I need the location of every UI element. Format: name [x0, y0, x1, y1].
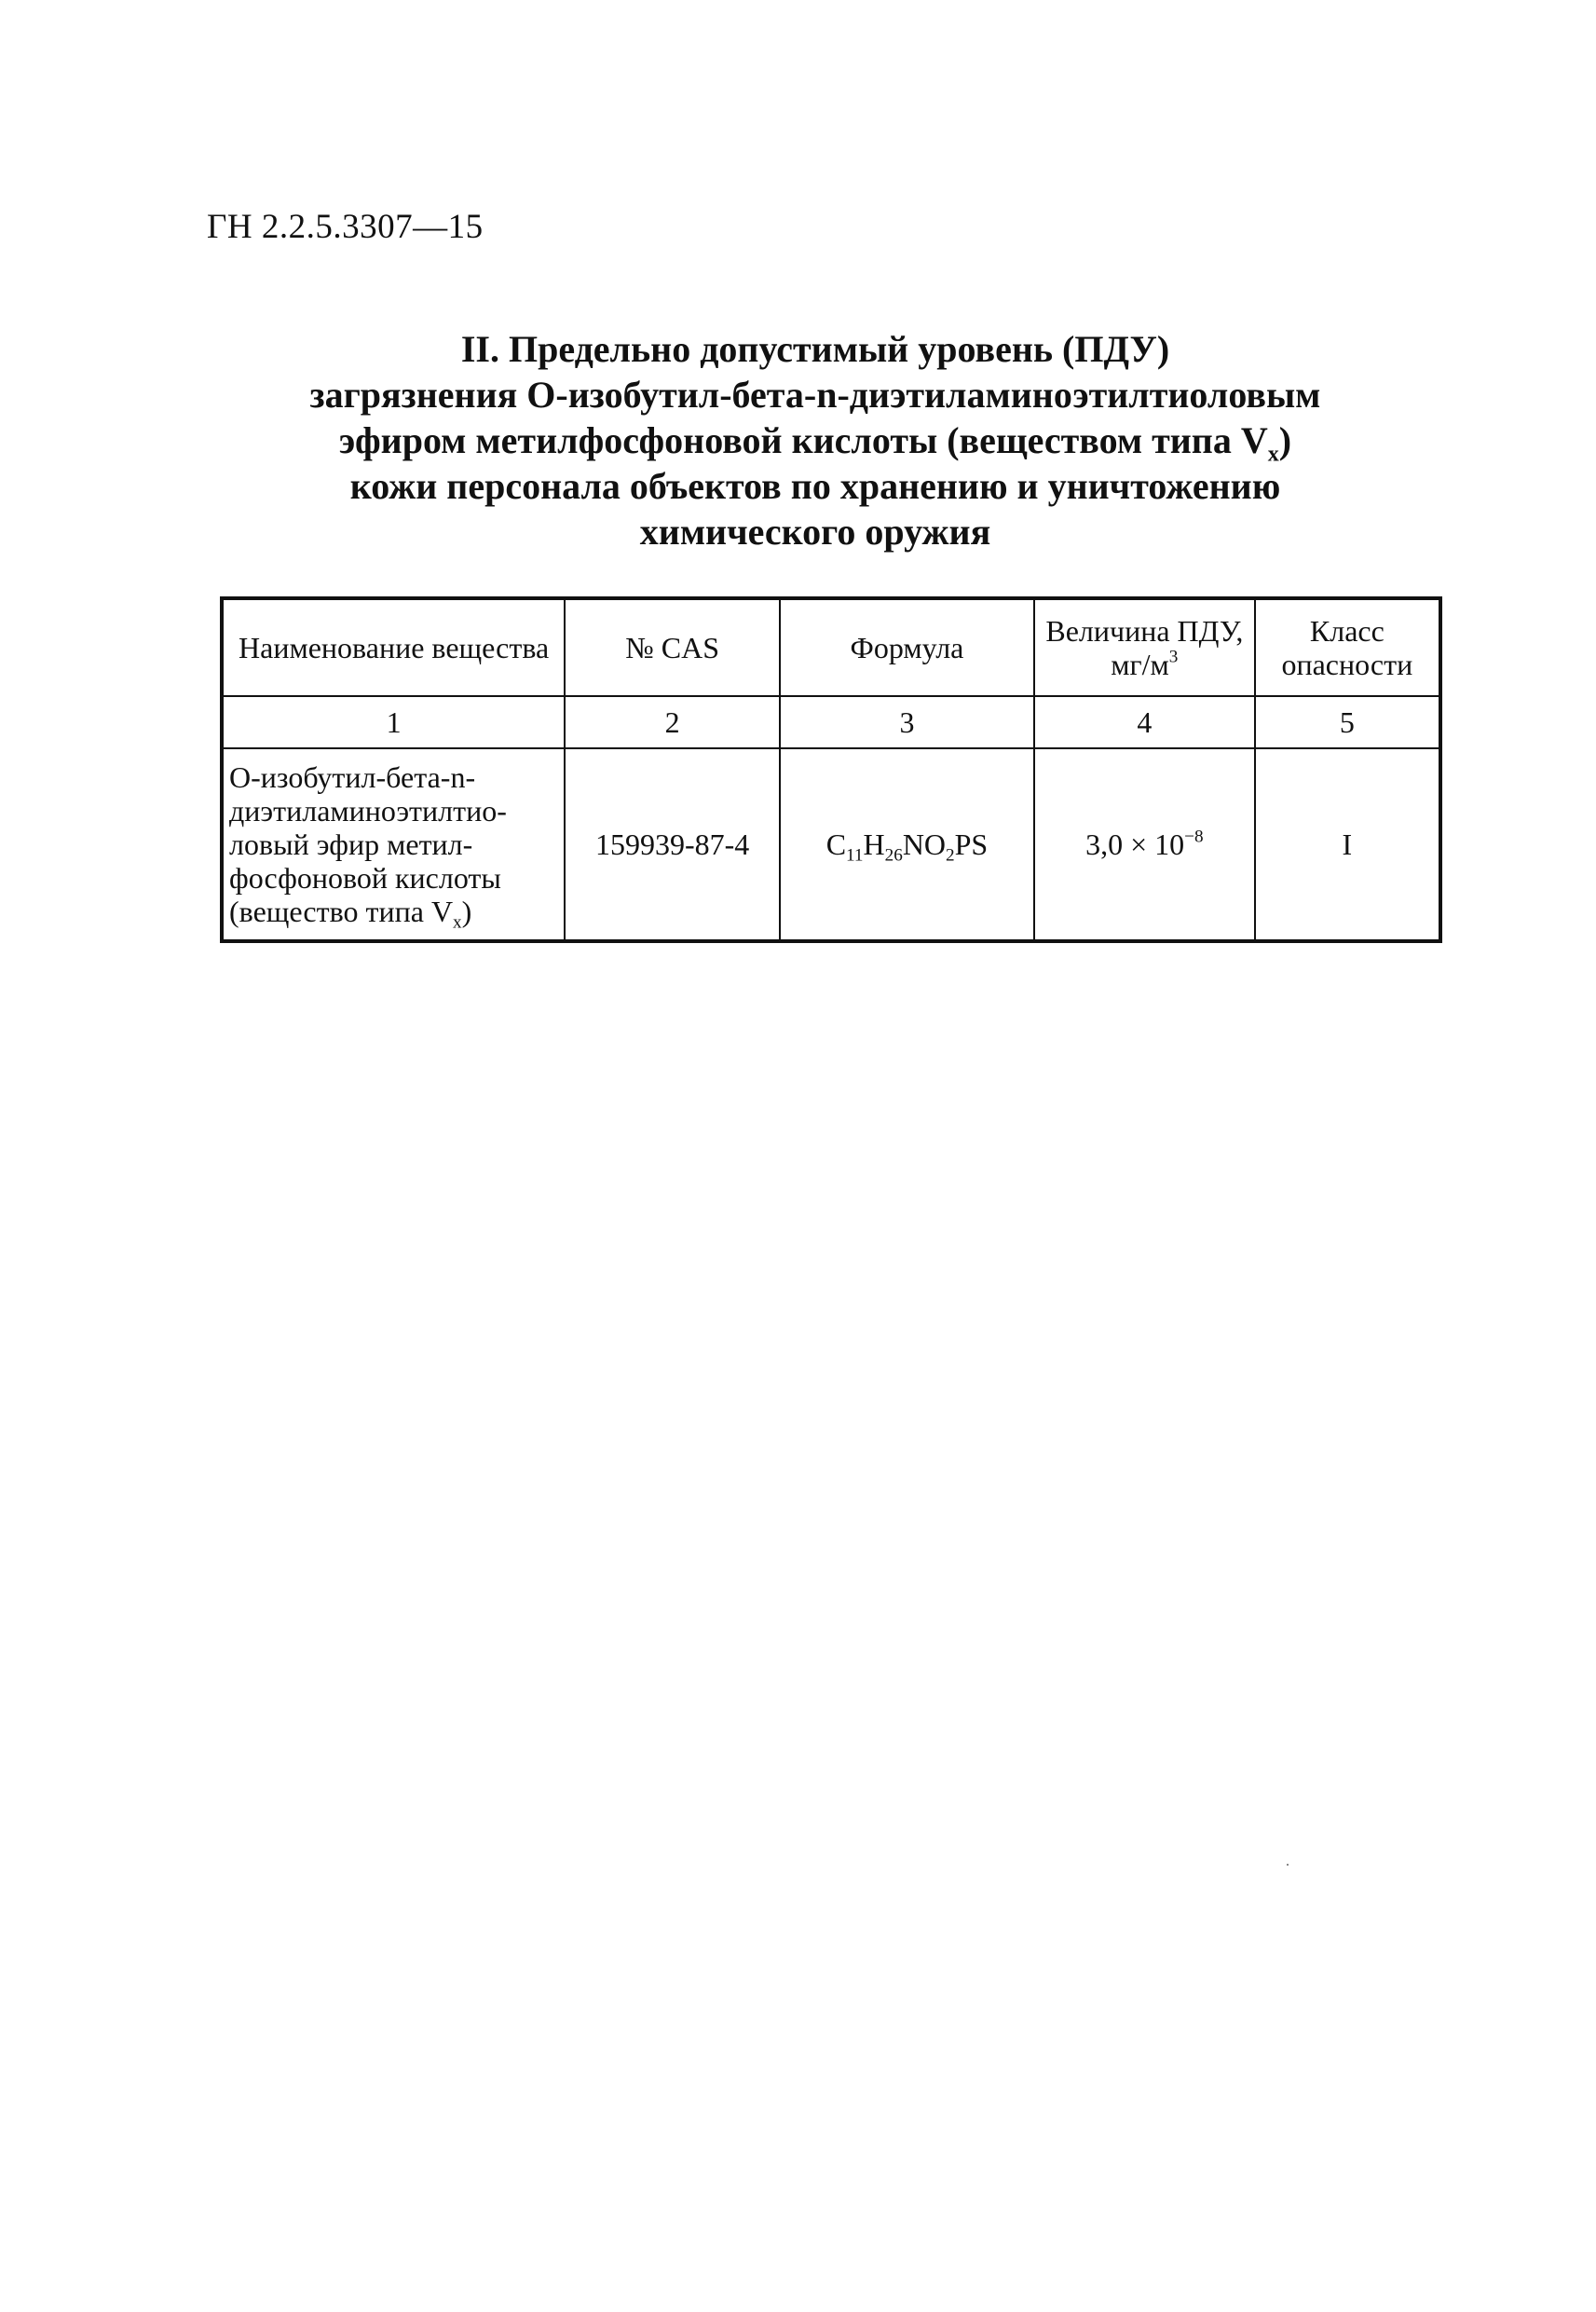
table-header-row — [222, 598, 1440, 696]
table-row — [222, 748, 1440, 941]
pdu-table — [220, 596, 1442, 943]
column-number-row — [222, 696, 1440, 748]
title-line-1: II. Предельно допустимый уровень (ПДУ) — [460, 328, 1170, 370]
title-line-5: химического оружия — [639, 511, 991, 553]
column-number: 1 — [222, 696, 565, 748]
title-line-4: кожи персонала объектов по хранению и уничтожению — [349, 465, 1281, 507]
scan-speck — [1287, 1864, 1289, 1866]
substance-name-line: диэтиламиноэтилтио- — [229, 794, 507, 828]
substance-name-line: О-изобутил-бета-n- — [229, 760, 476, 794]
cas-number-cell: 159939-87-4 — [565, 748, 780, 941]
document-code: ГН 2.2.5.3307—15 — [207, 208, 484, 246]
header-substance-name: Наименование вещества — [222, 598, 565, 696]
column-number: 3 — [780, 696, 1034, 748]
title-line-2: загрязнения О-изобутил-бета-n-диэтиламиноэтилтиоловым — [309, 374, 1321, 416]
section-title — [186, 326, 1444, 554]
header-pdu-value: Величина ПДУ, $мг/м^3$ — [1034, 598, 1255, 696]
formula-cell: $C_{11}H_{26}NO_2PS$ — [780, 748, 1034, 941]
column-number: 4 — [1034, 696, 1255, 748]
header-cas-number: № CAS — [565, 598, 780, 696]
column-number: 2 — [565, 696, 780, 748]
title-line-3: эфиром метилфосфоновой кислоты (веществом типа $V_x$) — [338, 419, 1292, 467]
substance-name-line: ловый эфир метил- — [229, 828, 473, 861]
substance-name-cell — [222, 748, 565, 941]
column-number: 5 — [1255, 696, 1440, 748]
pdu-value-cell: $3,0 \times 10^{-8}$ — [1034, 748, 1255, 941]
substance-name-line: фосфоновой кислоты — [229, 861, 501, 895]
substance-name-line: (вещество типа $V_x$) — [229, 895, 472, 933]
header-formula: Формула — [780, 598, 1034, 696]
hazard-class-cell: I — [1255, 748, 1440, 941]
header-hazard-class: Класс опасности — [1255, 598, 1440, 696]
